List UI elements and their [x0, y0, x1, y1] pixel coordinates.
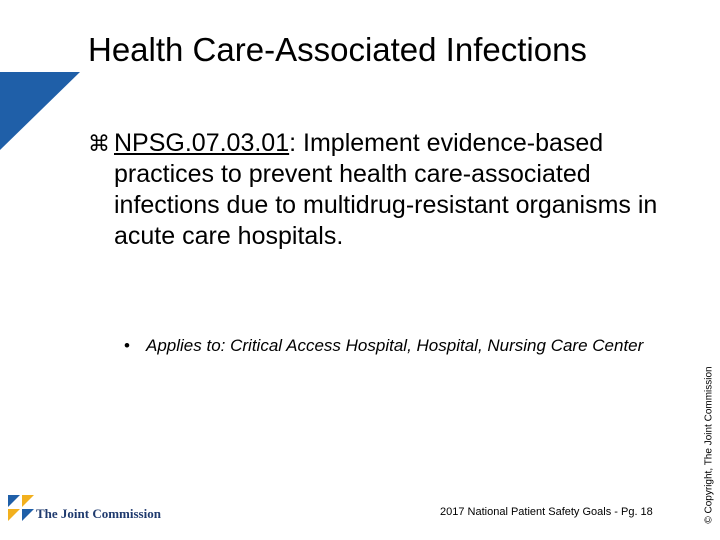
- logo-text: The Joint Commission: [36, 506, 161, 521]
- applies-to-bullet: [124, 335, 644, 357]
- npsg-code-link[interactable]: NPSG.07.03.01: [114, 129, 290, 157]
- slide-title: Health Care-Associated Infections: [88, 31, 587, 68]
- copyright-text: © Copyright, The Joint Commission: [703, 366, 715, 524]
- joint-commission-logo: [6, 493, 186, 523]
- main-bullet-description: : Implement evidence-based practices to prevent health care-associated infections due to multidrug-resistant organisms in acute care hospitals.: [114, 129, 658, 250]
- main-bullet-text: [88, 128, 678, 252]
- joint-commission-logo-icon: [6, 493, 36, 523]
- main-bullet: [88, 128, 678, 252]
- slide-footer: 2017 National Patient Safety Goals - Pg. 18: [440, 506, 653, 518]
- bullet-dot-icon: •: [124, 336, 130, 355]
- copyright-notice: [702, 360, 716, 530]
- corner-triangle-decoration: [0, 0, 80, 150]
- command-icon: ⌘: [88, 131, 110, 156]
- applies-to-text: Applies to: Critical Access Hospital, Hospital, Nursing Care Center: [146, 336, 644, 355]
